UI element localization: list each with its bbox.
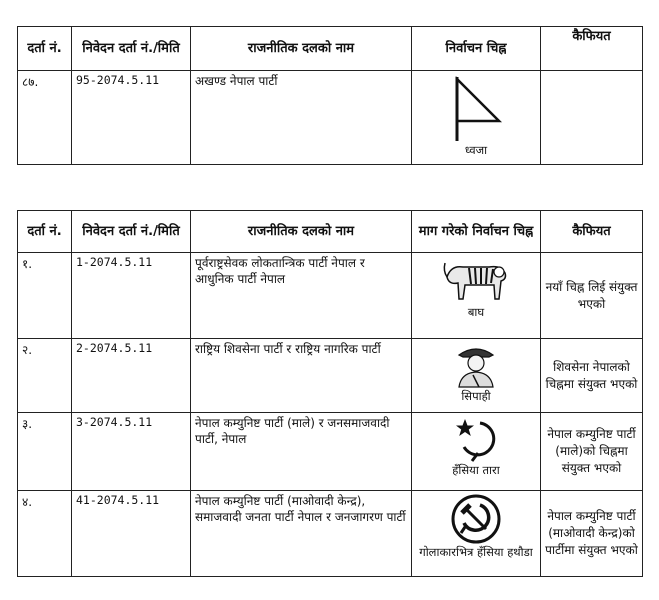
symbol-label: गोलाकारभित्र हँसिया हथौडा [419, 545, 533, 559]
application-cell: 2-2074.5.11 [72, 339, 191, 413]
party-name-cell: नेपाल कम्युनिष्ट पार्टी (माले) र जनसमाजवादी पार्टी, नेपाल [191, 413, 412, 491]
symbol-label: बाघ [467, 305, 485, 319]
application-cell: 1-2074.5.11 [72, 253, 191, 339]
col-header-party-name: राजनीतिक दलको नाम [191, 27, 412, 71]
table-row [18, 491, 643, 577]
application-cell: 3-2074.5.11 [72, 413, 191, 491]
table-row [18, 71, 643, 165]
col-header-reg-no: दर्ता नं. [18, 27, 72, 71]
party-name-cell: पूर्वराष्ट्रसेवक लोकतान्त्रिक पार्टी नेपाल र आधुनिक पार्टी नेपाल [191, 253, 412, 339]
flag-party-table [17, 26, 643, 165]
symbol-cell [412, 71, 541, 165]
col-header-reg-no: दर्ता नं. [18, 211, 72, 253]
merged-parties-table [17, 210, 643, 577]
party-name-cell: नेपाल कम्युनिष्ट पार्टी (माओवादी केन्द्र), समाजवादी जनता पार्टी नेपाल र जनजागरण पार्टी [191, 491, 412, 577]
hammer-sickle-circle-icon [450, 493, 502, 545]
reg-no-cell: ३. [18, 413, 72, 491]
col-header-application: निवेदन दर्ता नं./मिति [72, 211, 191, 253]
col-header-symbol: निर्वाचन चिह्न [412, 27, 541, 71]
symbol-cell [412, 413, 541, 491]
col-header-remark: कैफियत [541, 27, 643, 71]
party-name-cell: राष्ट्रिय शिवसेना पार्टी र राष्ट्रिय नागरिक पार्टी [191, 339, 412, 413]
table-header-row [18, 211, 643, 253]
reg-no-cell: १. [18, 253, 72, 339]
remark-cell: शिवसेना नेपालको चिह्नमा संयुक्त भएको [541, 339, 643, 413]
col-header-remark: कैफियत [541, 211, 643, 253]
reg-no-cell: ४. [18, 491, 72, 577]
symbol-cell [412, 339, 541, 413]
table-row [18, 253, 643, 339]
remark-cell: नेपाल कम्युनिष्ट पार्टी (माले)को चिह्नमा संयुक्त भएको [541, 413, 643, 491]
table-header-row [18, 27, 643, 71]
soldier-icon [451, 341, 501, 389]
flag-icon [441, 73, 511, 143]
symbol-cell [412, 491, 541, 577]
symbol-label: ध्वजा [464, 143, 488, 157]
symbol-label: सिपाही [461, 389, 491, 403]
col-header-party-name: राजनीतिक दलको नाम [191, 211, 412, 253]
remark-cell: नयाँ चिह्न लिई संयुक्त भएको [541, 253, 643, 339]
remark-cell: नेपाल कम्युनिष्ट पार्टी (माओवादी केन्द्र)को पार्टीमा संयुक्त भएको [541, 491, 643, 577]
application-cell: 41-2074.5.11 [72, 491, 191, 577]
sickle-star-icon [450, 415, 502, 463]
remark-cell [541, 71, 643, 165]
symbol-label: हँसिया तारा [452, 463, 500, 477]
party-name-cell: अखण्ड नेपाल पार्टी [191, 71, 412, 165]
reg-no-cell: २. [18, 339, 72, 413]
reg-no-cell: ८७. [18, 71, 72, 165]
application-cell: 95-2074.5.11 [72, 71, 191, 165]
symbol-cell [412, 253, 541, 339]
table-row [18, 413, 643, 491]
col-header-application: निवेदन दर्ता नं./मिति [72, 27, 191, 71]
tiger-icon [441, 255, 511, 305]
col-header-requested-symbol: माग गरेको निर्वाचन चिह्न [412, 211, 541, 253]
table-row [18, 339, 643, 413]
